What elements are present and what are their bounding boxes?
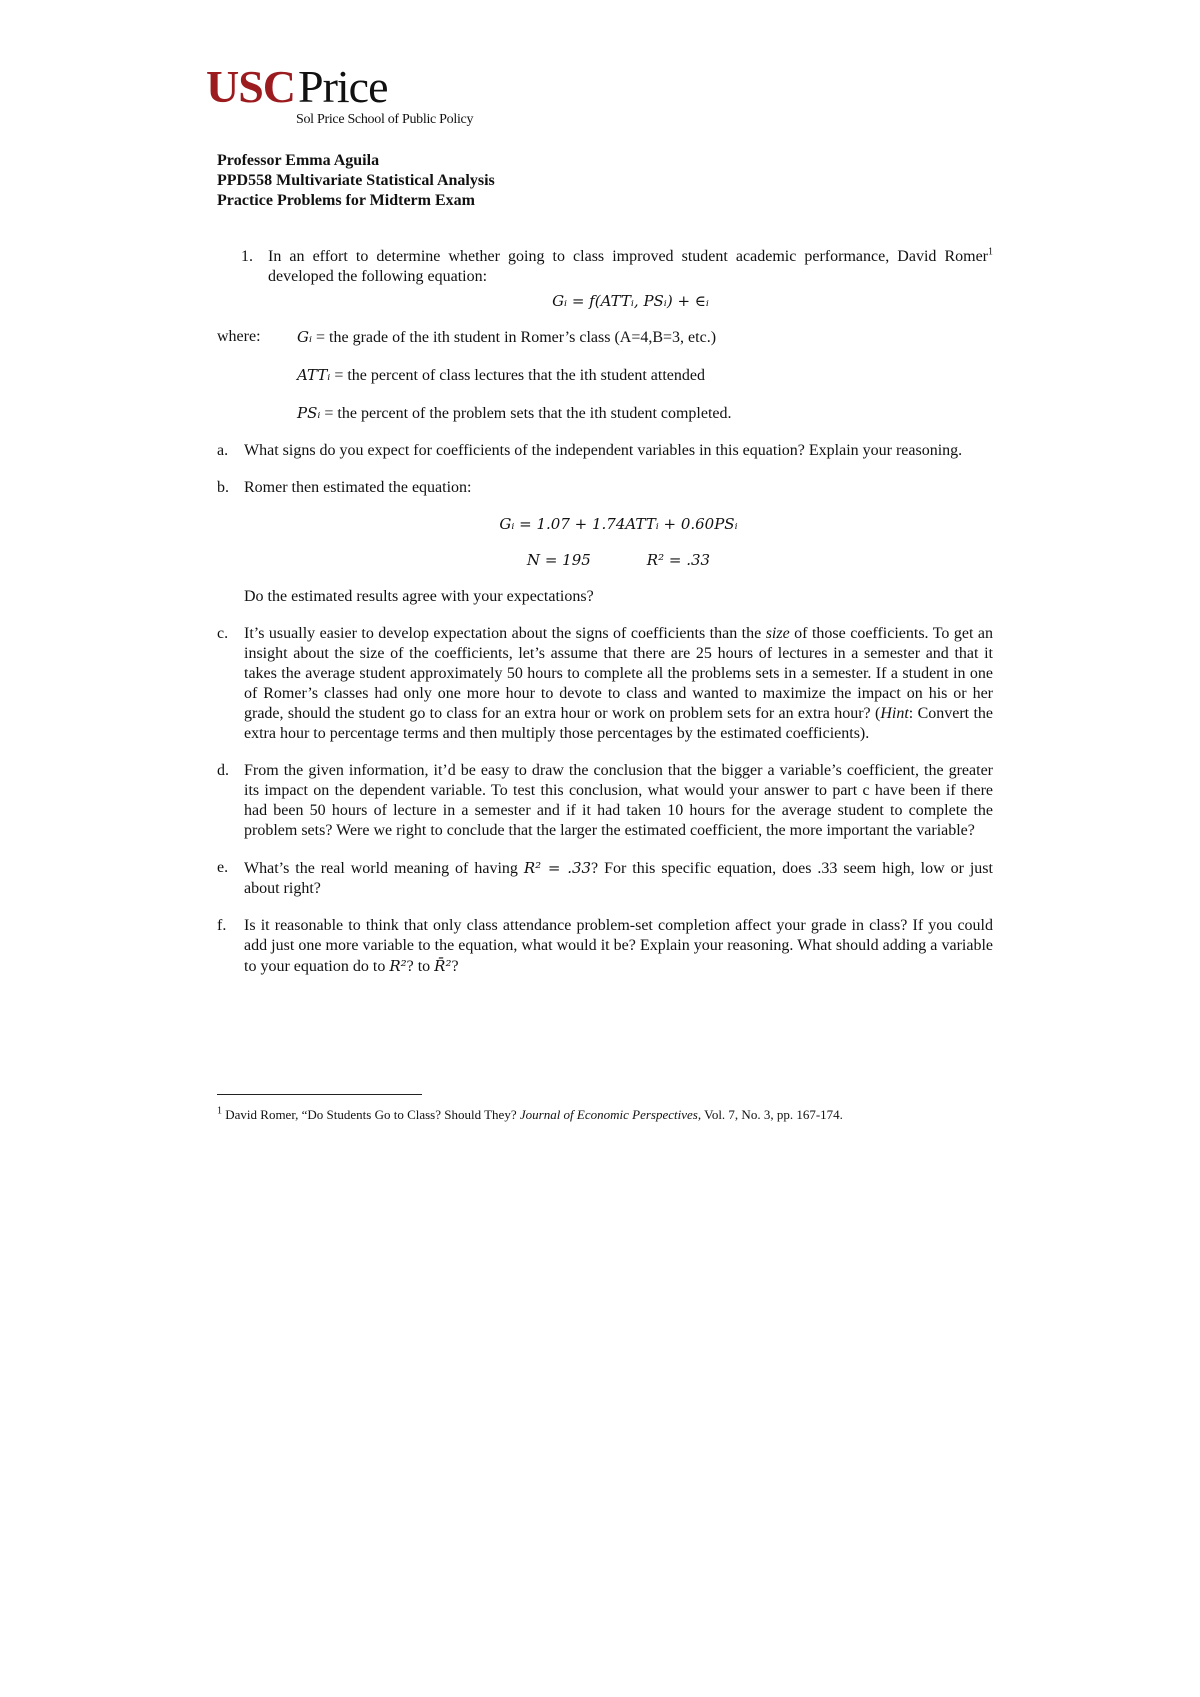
part-marker: f. [217, 917, 227, 934]
part-text: What’s the real world meaning of having [244, 860, 524, 877]
logo-usc-text: USC [206, 61, 296, 112]
document-header [217, 151, 495, 211]
definition-text: = the percent of the problem sets that the ith student completed. [320, 405, 732, 422]
estimated-equation: Gᵢ = 1.07 + 1.74ATTᵢ + 0.60PSᵢ [499, 515, 738, 533]
part-marker: a. [217, 442, 229, 459]
logo-price-text: Price [298, 61, 388, 112]
part-text: It’s usually easier to develop expectation about the signs of coefficients than the [244, 625, 766, 642]
emphasis-size: size [765, 625, 790, 642]
problem-intro: In an effort to determine whether going to class improved student academic performance, David Romer [268, 248, 988, 265]
where-label: where: [217, 328, 261, 345]
emphasis-hint: Hint [880, 705, 909, 722]
sample-size: N = 195 [526, 551, 591, 569]
part-marker: c. [217, 625, 229, 642]
part-text: What signs do you expect for coefficients of the independent variables in this equation? Explain your reasoning. [244, 442, 963, 459]
document-title: Practice Problems for Midterm Exam [217, 192, 475, 209]
definition-problem-sets [297, 403, 993, 424]
definition-text: = the percent of class lectures that the ith student attended [330, 367, 705, 384]
r-squared: R² = .33 [646, 551, 711, 569]
part-b [217, 478, 993, 607]
part-text: Romer then estimated the equation: [244, 479, 472, 496]
part-b-question: Do the estimated results agree with your expectations? [244, 588, 594, 605]
footnote-text: David Romer, “Do Students Go to Class? Should They? [222, 1107, 520, 1122]
part-text: ? [451, 958, 459, 975]
definition-attendance [297, 365, 993, 386]
problem-1 [241, 247, 993, 311]
symbol-g: Gᵢ [297, 328, 312, 346]
professor-name: Professor Emma Aguila [217, 152, 380, 169]
part-f [217, 916, 993, 977]
part-text: Is it reasonable to think that only class attendance problem-set completion affect your grade in class? If you could add just one more variable to the equation, what would it be? Explain your reasoning. What should adding a variable to your equation do to [244, 917, 993, 975]
variable-definitions [217, 327, 993, 424]
part-text: : Convert the extra hour to percentage terms and then multiply those percentages by the estimated coefficients). [244, 705, 993, 742]
part-e [217, 858, 993, 899]
usc-price-logo [206, 61, 486, 134]
symbol-ps: PSᵢ [297, 404, 321, 422]
r-squared-inline: R² = .33 [523, 859, 592, 877]
part-marker: d. [217, 762, 229, 779]
definition-text: = the grade of the ith student in Romer’s class (A=4,B=3, etc.) [312, 329, 717, 346]
part-text: ? For this specific equation, does .33 seem high, low or just about right? [244, 860, 993, 897]
model-equation: Gᵢ = f(ATTᵢ, PSᵢ) + ∈ᵢ [552, 292, 709, 310]
footnote-number: 1 [217, 1105, 222, 1117]
problem-intro-end: developed the following equation: [268, 268, 488, 285]
footnote-journal: Journal of Economic Perspectives, [519, 1107, 702, 1122]
part-marker: e. [217, 859, 229, 876]
part-text: ? to [406, 958, 435, 975]
footnote-ref: 1 [988, 246, 993, 258]
part-a [217, 441, 993, 461]
part-d [217, 761, 993, 841]
footnote-divider [217, 1094, 422, 1095]
symbol-att: ATTᵢ [297, 366, 331, 384]
footnote-text: Vol. 7, No. 3, pp. 167-174. [701, 1107, 843, 1122]
problem-content [217, 246, 993, 977]
problem-number: 1. [241, 248, 253, 265]
part-text: From the given information, it’d be easy to draw the conclusion that the bigger a variable’s coefficient, the greater its impact on the dependent variable. To test this conclusion, what would your answer to part c have been if there had been 50 hours of lecture in a semester and if it had taken 10 hours for the average student to complete the problem sets? Were we right to conclude that the larger the estimated coefficient, the more important the variable? [244, 762, 993, 839]
r-squared-inline: R² [389, 957, 407, 975]
footnote [217, 1107, 843, 1123]
part-c [217, 624, 993, 744]
part-marker: b. [217, 479, 229, 496]
adjusted-r-squared-inline: R̄² [434, 957, 452, 975]
part-text: of those coefficients. To get an insight about the size of the coefficients, let’s assume that there are 25 hours of lectures in a semester and that it takes the average student approximately 50 hours to complete all the problems sets in a semester. If a student in one of Romer’s classes had only one more hour to devote to class and wanted to maximize the impact on his or her grade, should the student go to class for an extra hour or work on problem sets for an extra hour? ( [244, 625, 993, 722]
definition-grade [297, 327, 993, 348]
logo-subtitle: Sol Price School of Public Policy [296, 112, 474, 127]
estimation-stats [244, 550, 993, 570]
course-title: PPD558 Multivariate Statistical Analysis [217, 172, 495, 189]
